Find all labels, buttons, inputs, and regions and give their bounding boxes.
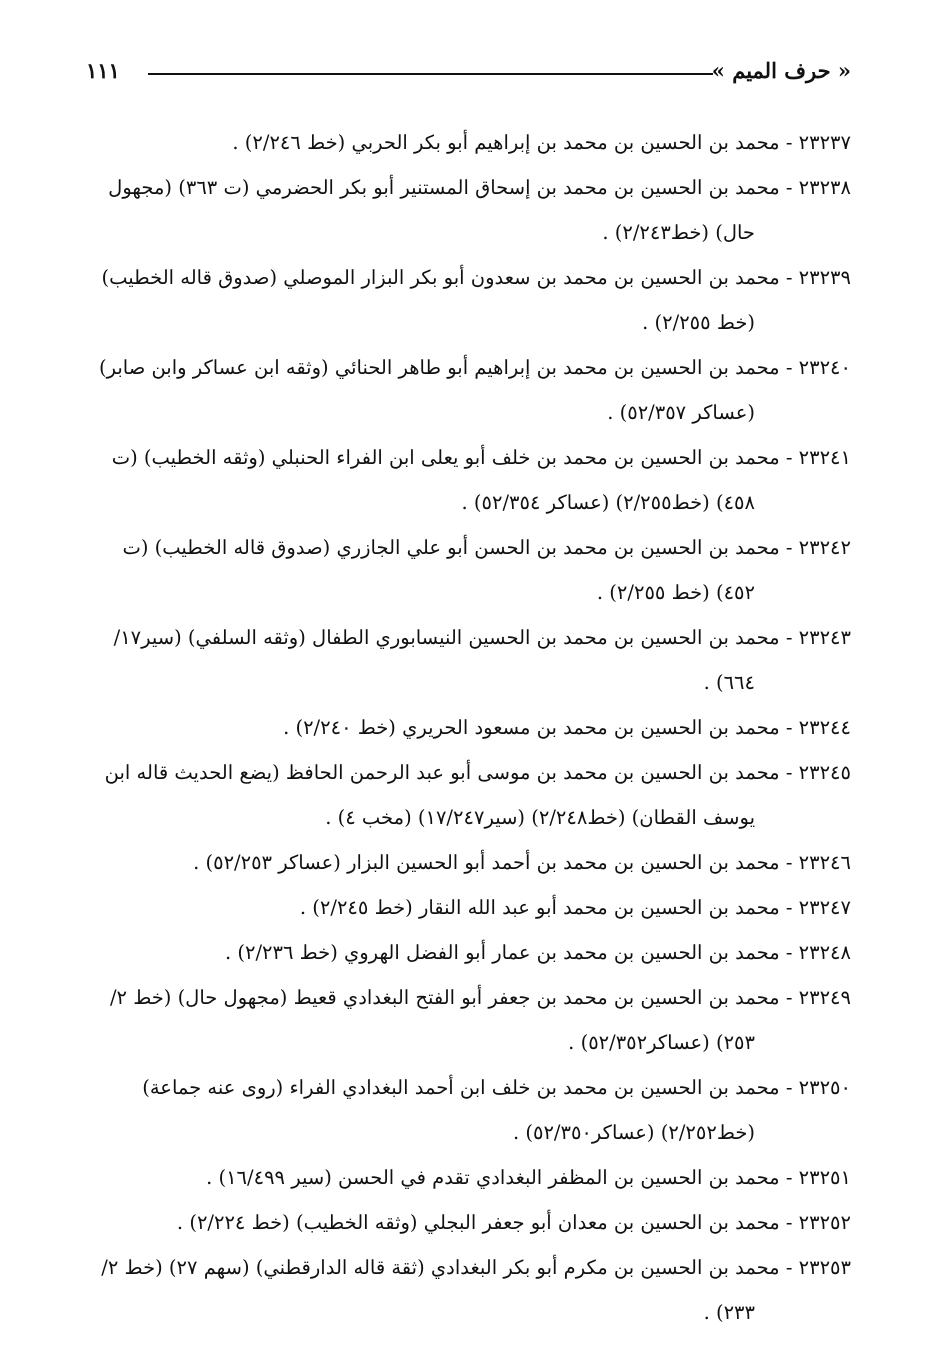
entry-line: ٢٣٢٤٢ - محمد بن الحسين بن محمد بن الحسن أبو علي الجازري (صدوق قاله الخطيب) (ت <box>122 536 851 559</box>
biography-entry <box>80 1155 851 1200</box>
entry-continuation-line: ٤٥٢) (خط ٢/٢٥٥) . <box>596 581 755 604</box>
entry-continuation-line: يوسف القطان) (خط٢/٢٤٨) (سير١٧/٢٤٧) (مخب ٤) . <box>325 806 755 829</box>
entry-line: ٢٣٢٥٢ - محمد بن الحسين بن معدان أبو جعفر البجلي (وثقه الخطيب) (خط ٢/٢٢٤) . <box>176 1211 851 1234</box>
entry-line: ٢٣٢٣٨ - محمد بن الحسين بن محمد بن إسحاق المستنير أبو بكر الحضرمي (ت ٣٦٣) (مجهول <box>108 176 851 199</box>
entry-line: ٢٣٢٤٧ - محمد بن الحسين بن محمد أبو عبد الله النقار (خط ٢/٢٤٥) . <box>299 896 851 919</box>
biography-entry <box>80 885 851 930</box>
biography-entry <box>80 435 851 525</box>
biography-entry <box>80 975 851 1065</box>
entry-line: ٢٣٢٤٩ - محمد بن الحسين بن محمد بن جعفر أبو الفتح البغدادي قعيط (مجهول حال) (خط ٢/ <box>109 986 851 1009</box>
entry-continuation-line: ٤٥٨) (خط٢/٢٥٥) (عساكر ٥٢/٣٥٤) . <box>461 491 755 514</box>
biography-entry <box>80 1200 851 1245</box>
entry-line: ٢٣٢٤٦ - محمد بن الحسين بن محمد بن أحمد أبو الحسين البزار (عساكر ٥٢/٢٥٣) . <box>193 851 851 874</box>
entries-list <box>80 120 851 1335</box>
entry-line: ٢٣٢٥٣ - محمد بن الحسين بن مكرم أبو بكر البغدادي (ثقة قاله الدارقطني) (سهم ٢٧) (خط ٢/ <box>101 1256 851 1279</box>
entry-continuation-line: ٢٣٣) . <box>703 1301 755 1324</box>
biography-entry <box>80 120 851 165</box>
page-number: ١١١ <box>86 58 120 83</box>
entry-line: ٢٣٢٤٤ - محمد بن الحسين بن محمد بن مسعود الحريري (خط ٢/٢٤٠) . <box>283 716 851 739</box>
entry-line: ٢٣٢٤٠ - محمد بن الحسين بن محمد بن إبراهيم أبو طاهر الحنائي (وثقه ابن عساكر وابن صابر) <box>98 356 851 379</box>
entry-line: ٢٣٢٤١ - محمد بن الحسين بن محمد بن خلف أبو يعلى ابن الفراء الحنبلي (وثقه الخطيب) (ت <box>111 446 851 469</box>
entry-continuation-line: حال) (خط٢/٢٤٣) . <box>602 221 755 244</box>
biography-entry <box>80 525 851 615</box>
entry-line: ٢٣٢٣٧ - محمد بن الحسين بن محمد بن إبراهيم أبو بكر الحربي (خط ٢/٢٤٦) . <box>232 131 851 154</box>
entry-continuation-line: (عساكر ٥٢/٣٥٧) . <box>607 401 755 424</box>
biography-entry <box>80 165 851 255</box>
entry-continuation-line: (خط ٢/٢٥٥) . <box>642 311 755 334</box>
biography-entry <box>80 345 851 435</box>
entry-line: ٢٣٢٣٩ - محمد بن الحسين بن محمد بن سعدون أبو بكر البزار الموصلي (صدوق قاله الخطيب) <box>101 266 851 289</box>
entry-line: ٢٣٢٥١ - محمد بن الحسين بن المظفر البغدادي تقدم في الحسن (سير ١٦/٤٩٩) . <box>206 1166 851 1189</box>
entry-continuation-line: (خط٢/٢٥٢) (عساكر٥٢/٣٥٠) . <box>512 1121 755 1144</box>
entry-line: ٢٣٢٤٣ - محمد بن الحسين بن محمد بن الحسين النيسابوري الطفال (وثقه السلفي) (سير١٧/ <box>113 626 851 649</box>
entry-line: ٢٣٢٤٥ - محمد بن الحسين بن محمد بن موسى أبو عبد الرحمن الحافظ (يضع الحديث قاله ابن <box>104 761 851 784</box>
biography-entry <box>80 1245 851 1335</box>
chapter-title: « حرف الميم » <box>711 58 851 83</box>
biography-entry <box>80 705 851 750</box>
entry-line: ٢٣٢٤٨ - محمد بن الحسين بن محمد بن عمار أبو الفضل الهروي (خط ٢/٢٣٦) . <box>224 941 851 964</box>
entry-line: ٢٣٢٥٠ - محمد بن الحسين بن محمد بن خلف ابن أحمد البغدادي الفراء (روى عنه جماعة) <box>142 1076 851 1099</box>
biography-entry <box>80 750 851 840</box>
header-rule <box>148 73 713 75</box>
entry-continuation-line: ٦٦٤) . <box>703 671 755 694</box>
biography-entry <box>80 930 851 975</box>
biography-entry <box>80 840 851 885</box>
page-header <box>86 58 851 92</box>
entry-continuation-line: ٢٥٣) (عساكر٥٢/٣٥٢) . <box>568 1031 755 1054</box>
biography-entry <box>80 615 851 705</box>
biography-entry <box>80 255 851 345</box>
biography-entry <box>80 1065 851 1155</box>
